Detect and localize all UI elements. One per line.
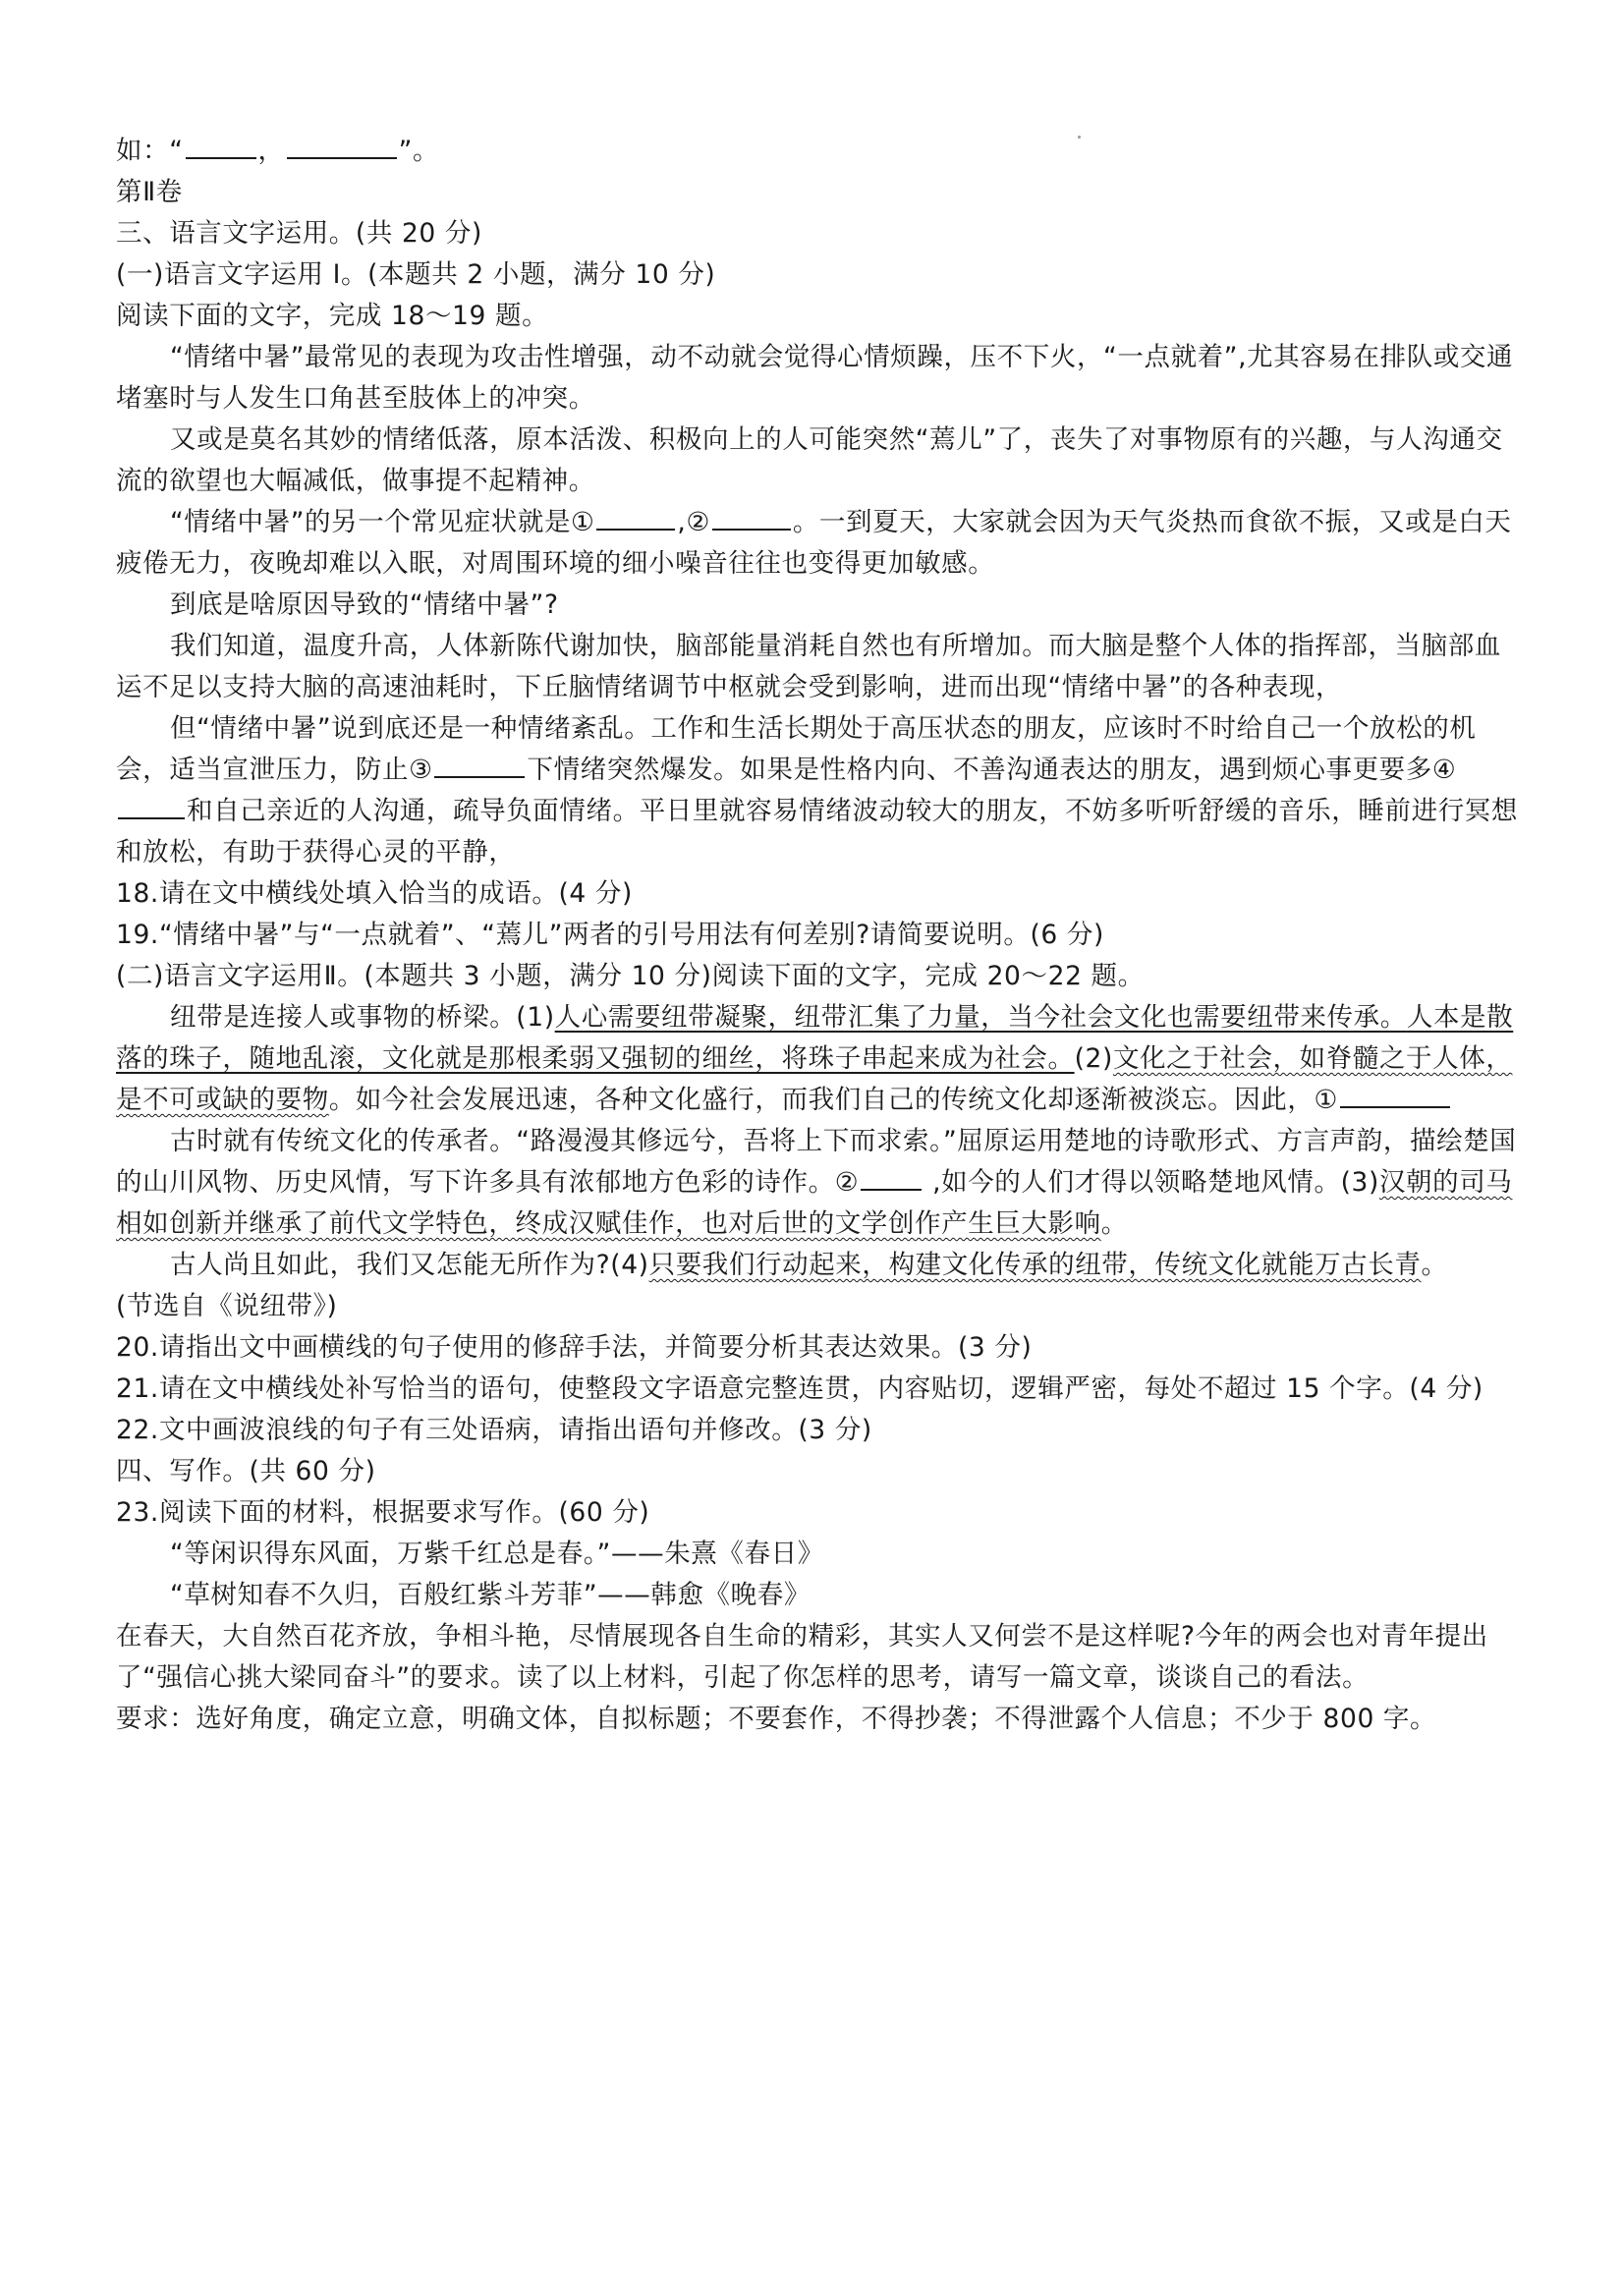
material: 在春天，大自然百花齐放，争相斗艳，尽情展现各自生命的精彩，其实人又何尝不是这样呢?今年的两会也对青年提出了“强信心挑大梁同奋斗”的要求。读了以上材料，引起了你怎样的思考，请写一篇文章，谈谈自己的看法。 [116, 1621, 1488, 1693]
paragraph: 古时就有传统文化的传承者。“路漫漫其修远兮，吾将上下而求索。”屈原运用楚地的诗歌形式、方言声韵，描绘楚国的山川风物、历史风情，写下许多具有浓郁地方色彩的诗作。② ,如今的人们才得以领略楚地风情。(3)汉朝的司马相如创新并继承了前代文学特色，终成汉赋佳作，也对后世的文学创作产生巨大影响。 [116, 1126, 1517, 1239]
question-22: 22.文中画波浪线的句子有三处语病，请指出语句并修改。(3 分) [116, 1415, 872, 1445]
paragraph: 古人尚且如此，我们又怎能无所作为?(4)只要我们行动起来，构建文化传承的纽带，传统文化就能万古长青。 [170, 1250, 1448, 1280]
blank-q21-2[interactable] [861, 1163, 922, 1191]
source-note: (节选自《说纽带》) [116, 1291, 338, 1321]
question-20: 20.请指出文中画横线的句子使用的修辞手法，并简要分析其表达效果。(3 分) [116, 1332, 1033, 1363]
question-19: 19.“情绪中暑”与“一点就着”、“蔫儿”两者的引号用法有何差别?请简要说明。(6 分) [116, 920, 1104, 950]
blank-2[interactable] [712, 503, 791, 531]
requirements: 要求：选好角度，确定立意，明确文体，自拟标题；不要套作，不得抄袭；不得泄露个人信息；不少于 800 字。 [116, 1704, 1437, 1734]
blank-1[interactable] [596, 503, 675, 531]
paragraph: 我们知道，温度升高，人体新陈代谢加快，脑部能量消耗自然也有所增加。而大脑是整个人体的指挥部，当脑部血运不足以支持大脑的高速油耗时，下丘脑情绪调节中枢就会受到影响，进而出现“情绪中暑”的各种表现， [116, 631, 1501, 702]
paragraph: 到底是啥原因导致的“情绪中暑”? [170, 589, 559, 620]
part1-instruction: 阅读下面的文字，完成 18～19 题。 [116, 301, 549, 331]
question-18: 18.请在文中横线处填入恰当的成语。(4 分) [116, 878, 633, 909]
paragraph: 纽带是连接人或事物的桥梁。(1)人心需要纽带凝聚，纽带汇集了力量，当今社会文化也需要纽带来传承。人本是散落的珠子，随地乱滚，文化就是那根柔弱又强韧的细丝，将珠子串起来成为社会。(2)文化之于社会，如脊髓之于人体，是不可或缺的要物。如今社会发展迅速，各种文化盛行，而我们自己的传统文化却逐渐被淡忘。因此，① [116, 1002, 1514, 1115]
example-line: 如：“ ， ”。 [116, 131, 1523, 172]
underlined-sentence-1: 人心需要纽带凝聚，纽带汇集了力量，当今社会文化也需要纽带来传承。 [554, 1002, 1407, 1033]
underlined-sentence-1b: 人本是散落的珠子，随地乱滚，文化就是那根柔弱又强韧的细丝，将珠子串起来成为社会。 [116, 1002, 1514, 1074]
answer-blank[interactable] [186, 132, 256, 159]
section4-title: 四、写作。(共 60 分) [116, 1456, 376, 1486]
part1-title: (一)语言文字运用 Ⅰ。(本题共 2 小题，满分 10 分) [116, 259, 716, 290]
paragraph: “情绪中暑”最常见的表现为攻击性增强，动不动就会觉得心情烦躁，压不下火，“一点就着”,尤其容易在排队或交通堵塞时与人发生口角甚至肢体上的冲突。 [116, 342, 1514, 414]
volume-title: 第Ⅱ卷 [116, 177, 183, 207]
paragraph: 又或是莫名其妙的情绪低落，原本活泼、积极向上的人可能突然“蔫儿”了，丧失了对事物原有的兴趣，与人沟通交流的欲望也大幅减低，做事提不起精神。 [116, 424, 1503, 496]
paragraph: 但“情绪中暑”说到底还是一种情绪紊乱。工作和生活长期处于高压状态的朋友，应该时不时给自己一个放松的机会，适当宣泄压力，防止③ 下情绪突然爆发。如果是性格内向、不善沟通表达的朋友，遇到烦心事更要多④和自己亲近的人沟通，疏导负面情绪。平日里就容易情绪波动较大的朋友，不妨多听听舒缓的音乐，睡前进行冥想和放松，有助于获得心灵的平静， [116, 713, 1518, 868]
blank-3[interactable] [434, 751, 525, 778]
quote: “等闲识得东风面，万紫千红总是春。”——朱熹《春日》 [170, 1539, 824, 1569]
wavy-sentence-3: 汉朝的司马相如创新并继承了前代文学特色，终成汉赋佳作，也对后世的文学创作产生巨大影响 [116, 1167, 1513, 1239]
wavy-sentence-4: 只要我们行动起来，构建文化传承的纽带，传统文化就能万古长青 [648, 1250, 1422, 1280]
question-23: 23.阅读下面的材料，根据要求写作。(60 分) [116, 1497, 650, 1528]
blank-q21-1[interactable] [1340, 1081, 1450, 1108]
blank-4[interactable] [118, 792, 185, 819]
question-21: 21.请在文中横线处补写恰当的语句，使整段文字语意完整连贯，内容贴切，逻辑严密，每处不超过 15 个字。(4 分) [116, 1373, 1483, 1404]
exam-page [116, 131, 1523, 1740]
part2-title: (二)语言文字运用Ⅱ。(本题共 3 小题，满分 10 分)阅读下面的文字，完成 20～22 题。 [116, 961, 1145, 991]
section3-title: 三、语言文字运用。(共 20 分) [116, 218, 482, 249]
answer-blank[interactable] [287, 132, 397, 159]
quote: “草树知春不久归，百般红紫斗芳菲”——韩愈《晚春》 [170, 1580, 811, 1610]
wavy-sentence-2: 文化之于社会，如脊髓之于人体，是不可或缺的要物 [116, 1043, 1513, 1115]
paragraph: “情绪中暑”的另一个常见症状就是① ,② 。一到夏天，大家就会因为天气炎热而食欲不振，又或是白天疲倦无力，夜晚却难以入眠，对周围环境的细小噪音往往也变得更加敏感。 [116, 502, 1523, 585]
